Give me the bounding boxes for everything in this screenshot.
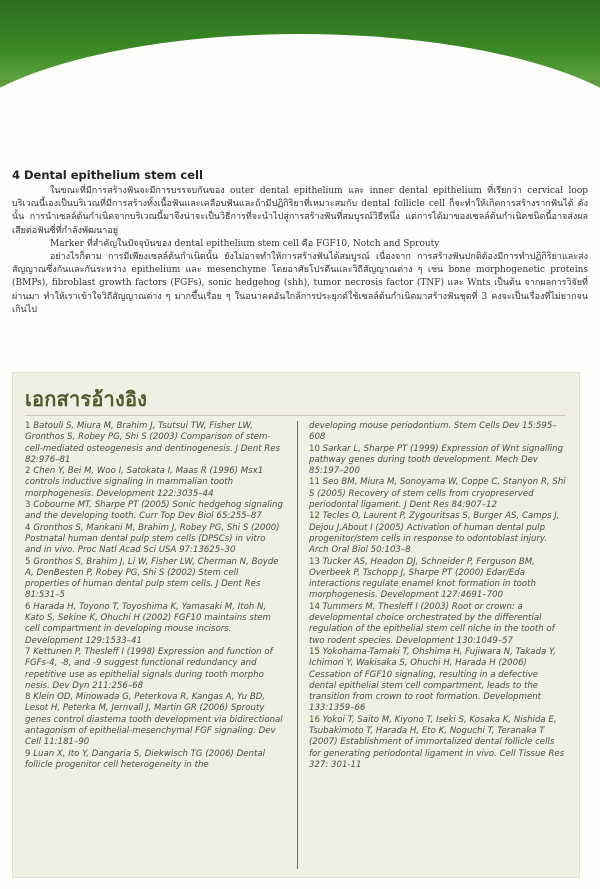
reference-number: 9 <box>25 748 31 759</box>
reference-entry <box>309 444 567 478</box>
section-title: 4 Dental epithelium stem cell <box>12 168 203 182</box>
reference-entry <box>309 511 567 556</box>
reference-number: 6 <box>25 601 31 612</box>
reference-number: 4 <box>25 522 31 533</box>
reference-text: Batouli S, Miura M, Brahim J, Tsutsui TW, Fisher LW, Gronthos S, Robey PG, Shi S (2003) Comparison of stem-cell-mediated osteogenesis and dentinogenesis. J Dent Res 82:976–81 <box>25 421 280 465</box>
paragraph-2: Marker ที่สำคัญในปัจจุบันของ dental epithelium stem cell คือ FGF10, Notch and Sprouty <box>50 238 440 249</box>
reference-text: Cobourne MT, Sharpe PT (2005) Sonic hedgehog signaling and the developing tooth. Curr Top Dev Biol 65:255–87 <box>25 500 283 522</box>
references-title: เอกสารอ้างอิง <box>25 387 148 411</box>
reference-text: Luan X, Ito Y, Dangaria S, Diekwisch TG (2006) Dental follicle progenitor cell heterogeneity in the <box>25 748 266 770</box>
reference-entry <box>25 500 283 523</box>
reference-number: 7 <box>25 646 31 657</box>
reference-text: Seo BM, Miura M, Sonoyama W, Coppe C, Stanyon R, Shi S (2005) Recovery of stem cells from cryopreserved periodontal ligament. J Dent Res 84:907–12 <box>309 477 566 511</box>
reference-number: 2 <box>25 466 31 477</box>
reference-number: 5 <box>25 556 31 567</box>
reference-entry <box>25 421 283 466</box>
references-column-right <box>309 421 567 771</box>
reference-entry <box>309 647 567 715</box>
reference-text: Tecles O, Laurent P, Zygouritsas S, Burger AS, Camps J, Dejou J,About I (2005) Activation of human dental pulp progenitor/stem cells in response to odontoblast injury. Arch Oral Biol 50:103–8 <box>309 511 560 556</box>
reference-entry <box>309 715 567 771</box>
reference-text: Harada H, Toyono T, Toyoshima K, Yamasaki M, Itoh N, Kato S, Sekine K, Ohuchi H (2002) FGF10 maintains stem cell compartment in developing mouse incisors. Development 129:1533–41 <box>25 601 271 646</box>
references-divider <box>25 415 565 416</box>
reference-entry <box>25 647 283 692</box>
column-divider <box>297 421 298 869</box>
reference-number: 16 <box>309 714 320 725</box>
reference-entry <box>309 602 567 647</box>
reference-number: 15 <box>309 646 320 657</box>
reference-text: Sarkar L, Sharpe PT (1999) Expression of Wnt signalling pathway genes during tooth development. Mech Dev 85:197–200 <box>309 443 564 477</box>
references-box <box>12 372 580 878</box>
reference-number: 8 <box>25 692 31 703</box>
reference-text: Tucker AS, Headon DJ, Schneider P, Ferguson BM, Overbeek P, Tschopp J, Sharpe PT (2000) Edar/Eda interactions regulate enamel knot formation in tooth morphogenesis. Development 127:4691–700 <box>309 556 536 601</box>
reference-text: Kettunen P, Thesleff I (1998) Expression and function of FGFs-4, -8, and -9 suggest functional redundancy and repetitive use as epithelial signals during tooth morpho nesis. Dev Dyn 211:256–68 <box>25 646 273 691</box>
reference-text: Yokoi T, Saito M, Kiyono T, Iseki S, Kosaka K, Nishida E, Tsubakimoto T, Harada H, Eto K, Noguchi T, Teranaka T (2007) Establishment of immortalized dental follicle cells for generating periodontal ligament in vivo. Cell Tissue Res 327: 301-11 <box>309 714 565 770</box>
reference-text: developing mouse periodontium. Stem Cells Dev 15:595–608 <box>309 421 557 443</box>
reference-text: Chen Y, Bei M, Woo I, Satokata I, Maas R (1996) Msx1 controls inductive signaling in mammalian tooth morphogenesis. Development 122:3035–44 <box>25 466 264 499</box>
reference-text: Gronthos S, Mankani M, Brahim J, Robey PG, Shi S (2000) Postnatal human dental pulp stem cells (DPSCs) in vitro and in vivo. Proc Natl Acad Sci USA 97:13625–30 <box>25 522 280 556</box>
reference-number: 12 <box>309 511 320 522</box>
reference-text: Klein OD, Minowada G, Peterkova R, Kangas A, Yu BD, Lesot H, Peterka M, Jernvall J, Martin GR (2006) Sprouty genes control diastema tooth development via bidirectional antagonism of epithelial-mesenchymal FGF signaling. Dev Cell 11:181–90 <box>25 692 283 748</box>
reference-entry <box>309 557 567 602</box>
reference-text: Gronthos S, Brahim J, Li W, Fisher LW, Cherman N, Boyde A, DenBesten P, Robey PG, Shi S (2002) Stem cell properties of human dental pulp stem cells. J Dent Res 81:531–5 <box>25 556 279 601</box>
reference-entry <box>25 749 283 772</box>
references-column-left <box>25 421 283 771</box>
reference-entry <box>25 557 283 602</box>
paragraph-1: ในขณะที่มีการสร้างฟันจะมีการบรรจบกันของ outer dental epithelium และ inner dental epithelium ที่เรียกว่า cervical loop บริเวณนี้เองเป็นบริเวณที่มีการสร้างทั้งเนื้อฟันและเคลือบฟันและถ้ามีปฏิกิริยาที่เหมาะสมกับ dental follicle cell ก็จะทำให้เกิดการสร้างรากฟันได้ ดังนั้น การนำเซลล์ต้นกำเนิดจากบริเวณนี้มาจึงน่าจะเป็นวิธีการที่จะนำไปสู่การสร้างฟันที่สมบูรณ์วิธีหนึ่ง แต่การได้มาของเซลล์ต้นกำเนิดชนิดนี้อาจส่งผลเสียต่อฟันซี่ที่กำลังพัฒนาอยู่ <box>12 186 588 236</box>
reference-entry <box>25 602 283 647</box>
reference-number: 11 <box>309 477 320 488</box>
reference-entry <box>25 692 283 748</box>
reference-number: 13 <box>309 556 320 567</box>
reference-number: 3 <box>25 500 31 511</box>
reference-entry <box>309 421 567 444</box>
reference-number: 10 <box>309 443 320 454</box>
reference-text: Yokohama-Tamaki T, Ohshima H, Fujiwara N, Takada Y, Ichimori Y, Wakisaka S, Ohuchi H, Harada H (2006) Cessation of FGF10 signaling, resulting in a defective dental epithelial stem cell compartment, leads to the transition from crown to root formation. Development 133:1359–66 <box>309 646 556 714</box>
reference-entry <box>309 477 567 511</box>
reference-number: 14 <box>309 601 320 612</box>
reference-entry <box>25 466 283 500</box>
reference-text: Tummers M, Thesleff I (2003) Root or crown: a developmental choice orchestrated by the differential regulation of the epithelial stem cell niche in the tooth of two rodent species. Development 130:1049–57 <box>309 601 555 646</box>
reference-number: 1 <box>25 421 31 431</box>
paragraph-3: อย่างไรก็ตาม การมีเพียงเซลล์ต้นกำเนิดนั้น ยังไม่อาจทำให้การสร้างฟันได้สมบูรณ์ เนื่องจาก การสร้างฟันปกติต้องมีการทำปฏิกิริยาและส่งสัญญาณซึ่งกันและกันระหว่าง epithelium และ mesenchyme โดยอาศัยโปรตีนและวิถีสัญญาณต่าง ๆ เช่น bone morphogenetic proteins (BMPs), fibroblast growth factors (FGFs), sonic hedgehog (shh), tumor necrosis factor (TNF) และ Wnts เป็นต้น จากผลการวิจัยที่ผ่านมา ทำให้เราเข้าใจวิถีสัญญาณต่าง ๆ มากขึ้นเรื่อย ๆ ในอนาคตอันใกล้การประยุกต์ใช้เซลล์ต้นกำเนิดมาสร้างฟันชุดที่ 3 คงจะเป็นเรื่องที่ไม่ยากจนเกินไป <box>12 252 588 315</box>
article-section <box>12 168 588 317</box>
reference-entry <box>25 523 283 557</box>
